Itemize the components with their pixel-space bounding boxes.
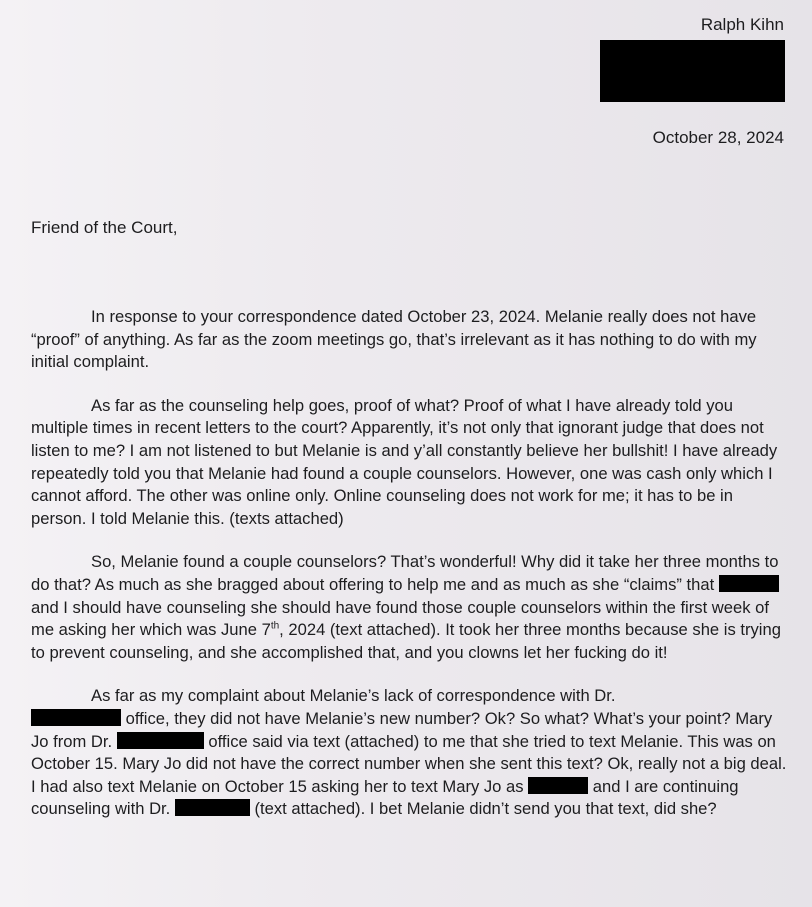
paragraph-4-part-c: office said via text (attached) to me that she tried to text Melanie. This was on October 15. Mary Jo did not have the correct number when she sent this text? Ok, really not a big deal. I had also text Melanie on October 15 asking her to text Mary Jo as xyxy=(31,731,787,796)
paragraph-3-part-b: and I should have counseling she should have found those couple counselors within the first week of me asking her which was June 7 xyxy=(31,597,769,640)
paragraph-4-part-e: (text attached). I bet Melanie didn’t send you that text, did she? xyxy=(249,799,717,819)
paragraph-3-part-a: So, Melanie found a couple counselors? That’s wonderful! Why did it take her three months to do that? As much as she bragged about offering to help me and as much as she “claims” that xyxy=(31,552,779,594)
redacted-address xyxy=(600,40,785,102)
salutation: Friend of the Court, xyxy=(31,218,178,237)
paragraph-4 xyxy=(31,685,791,821)
letter-date: October 28, 2024 xyxy=(652,128,784,147)
paragraph-4-part-a: As far as my complaint about Melanie’s lack of correspondence with Dr. xyxy=(91,686,616,706)
ordinal-suffix: th xyxy=(270,620,280,632)
paragraph-4-part-b: office, they did not have Melanie’s new number? Ok? So what? What’s your point? Mary Jo from Dr. xyxy=(31,708,773,751)
paragraph-4-part-d: and I are continuing counseling with Dr. xyxy=(31,776,739,819)
paragraph-3 xyxy=(31,551,791,664)
paragraph-1: In response to your correspondence dated October 23, 2024. Melanie really does not have “proof” of anything. As far as the zoom meetings go, that’s irrelevant as it has nothing to do with my initial complaint. xyxy=(31,307,757,372)
redacted-doctor-name xyxy=(31,709,121,726)
sender-name: Ralph Kihn xyxy=(700,15,784,34)
paragraph-3-part-c: , 2024 (text attached). It took her three months because she is trying to prevent counseling, and she accomplished that, and you clowns let her fucking do it! xyxy=(31,620,781,662)
paragraph-2: As far as the counseling help goes, proof of what? Proof of what I have already told you multiple times in recent letters to the court? Apparently, it’s not only that ignorant judge that does not listen to me? I am not listened to but Melanie is and y’all constantly believe her bullshit! I have already repeatedly told you that Melanie had found a couple counselors. However, one was cash only which I cannot afford. The other was online only. Online counseling does not work for me; it has to be in person. I told Melanie this. (texts attached) xyxy=(31,395,778,528)
redacted-doctor-name xyxy=(117,732,204,749)
redacted-doctor-name xyxy=(175,799,250,816)
redacted-name xyxy=(719,575,779,592)
letter-body xyxy=(31,306,791,842)
redacted-name xyxy=(528,777,588,794)
